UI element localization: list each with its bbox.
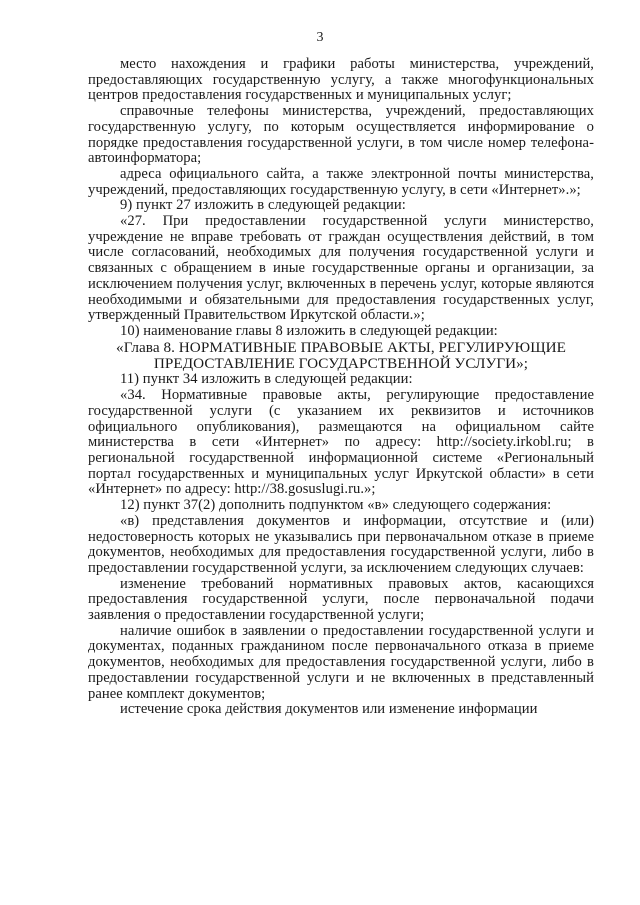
paragraph-item-11: 11) пункт 34 изложить в следующей редакции:	[120, 371, 413, 388]
paragraph-document-expiry: истечение срока действия документов или изменение информации	[120, 701, 538, 718]
page-body	[88, 57, 594, 718]
paragraph-errors-in-application: наличие ошибок в заявлении о предоставлении государственной услуги и документах, поданных гражданином после первоначального отказа в приеме документов, необходимых для предоставления государственной услуги, либо в предоставлении государственной услуги и не включенных в представленный ранее комплект документов;	[88, 622, 594, 702]
paragraph-item-9: 9) пункт 27 изложить в следующей редакции:	[120, 197, 406, 214]
paragraph-website-addresses: адреса официального сайта, а также электронной почты министерства, учреждений, предоставляющих государственную услугу, в сети «Интернет».»;	[88, 165, 594, 198]
paragraph-location-schedules: место нахождения и графики работы министерства, учреждений, предоставляющих государственную услугу, а также многофункциональных центров предоставления государственных и муниципальных услуг;	[88, 56, 594, 104]
paragraph-subclause-v: «в) представления документов и информации, отсутствие и (или) недостоверность которых не указывались при первоначальном отказе в приеме документов, необходимых для предоставления государственной услуги, либо в предоставлении государственной услуги, за исключением следующих случаев:	[88, 512, 594, 576]
paragraph-clause-34: «34. Нормативные правовые акты, регулирующие предоставление государственной услуги (с указанием их реквизитов и источников официального опубликования), размещаются на официальном сайте министерства в сети «Интернет» по адресу: http://society.irkobl.ru; в региональной государственной информационной системе «Региональный портал государственных и муниципальных услуг Иркутской области» в сети «Интернет» по адресу: http://38.gosuslugi.ru.»;	[88, 387, 594, 498]
paragraph-clause-27: «27. При предоставлении государственной услуги министерство, учреждение не вправе требовать от граждан осуществления действий, в том числе согласований, необходимых для получения государственной услуги и связанных с обращением в иные государственные органы и организации, за исключением получения услуг, включенных в перечень услуг, которые являются необходимыми и обязательными для предоставления государственных услуг, утвержденный Правительством Иркутской области.»;	[88, 213, 594, 324]
chapter-8-heading: «Глава 8. НОРМАТИВНЫЕ ПРАВОВЫЕ АКТЫ, РЕГУЛИРУЮЩИЕ ПРЕДОСТАВЛЕНИЕ ГОСУДАРСТВЕННОЙ УСЛУГИ»;	[116, 338, 566, 373]
paragraph-reference-phones: справочные телефоны министерства, учреждений, предоставляющих государственную услугу, по которым осуществляется информирование о порядке предоставления государственной услуги, в том числе номер телефона-автоинформатора;	[88, 103, 594, 167]
paragraph-requirements-change: изменение требований нормативных правовых актов, касающихся предоставления государственной услуги, после первоначальной подачи заявления о предоставлении государственной услуги;	[88, 575, 594, 624]
paragraph-item-10: 10) наименование главы 8 изложить в следующей редакции:	[120, 322, 498, 339]
paragraph-item-12: 12) пункт 37(2) дополнить подпунктом «в» следующего содержания:	[120, 497, 552, 514]
page-number: 3	[316, 30, 324, 45]
